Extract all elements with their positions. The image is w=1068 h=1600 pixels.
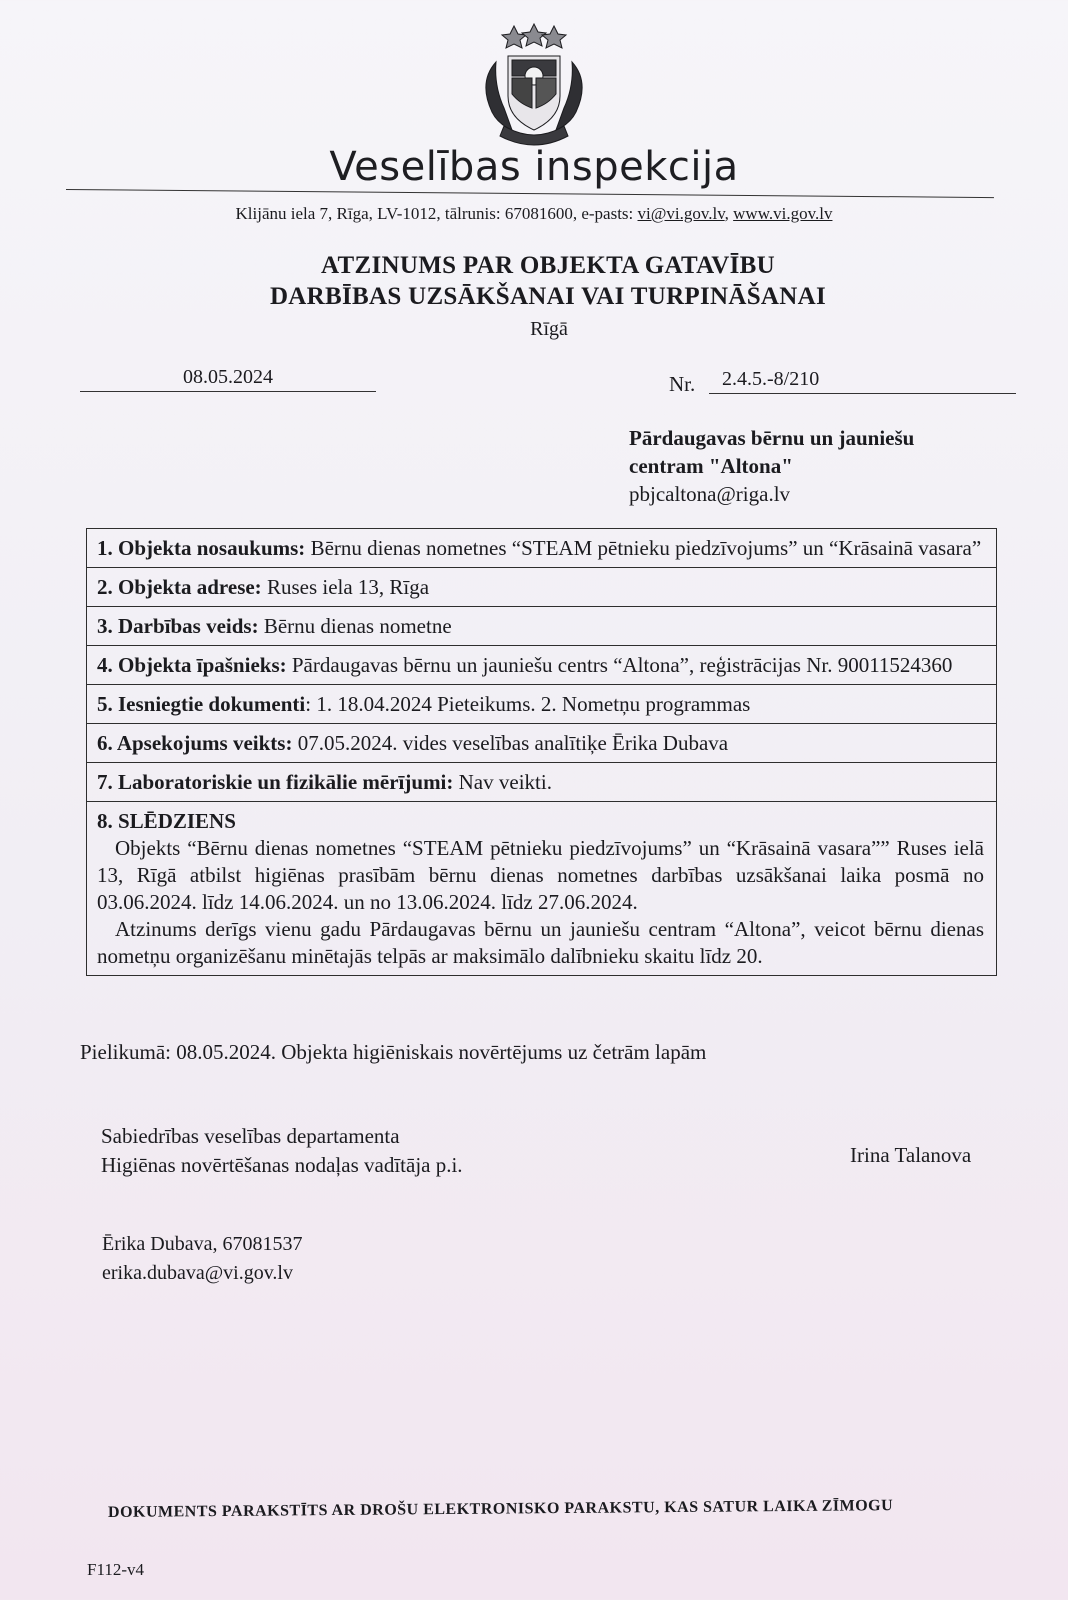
conclusion-paragraph-2: Atzinums derīgs vienu gadu Pārdaugavas bērnu un jauniešu centram “Altona”, veicot bērnu dienas nometņu organizēšanu minētajās telpās ar maksimālo dalībnieku skaitu līdz 20. (97, 917, 984, 968)
table-cell (87, 568, 997, 607)
addressee-email[interactable]: pbjcaltona@riga.lv (629, 482, 791, 506)
table-row (87, 607, 997, 646)
coat-of-arms-emblem (470, 22, 598, 152)
table-row (87, 685, 997, 724)
row-label: 3. Darbības veids: (97, 614, 259, 638)
contacts-text: Klijānu iela 7, Rīga, LV-1012, tālrunis: 67081600, e-pasts: (235, 204, 638, 223)
row-value: 07.05.2024. vides veselības analītiķe Ērika Dubava (292, 731, 729, 755)
e-signature-note: DOKUMENTS PARAKSTĪTS AR DROŠU ELEKTRONISKO PARAKSTU, KAS SATUR LAIKA ZĪMOGU (107, 1497, 894, 1521)
website-link[interactable]: www.vi.gov.lv (733, 204, 833, 223)
row-label: 2. Objekta adrese: (97, 575, 262, 599)
contact-person (102, 1230, 303, 1288)
email-link[interactable]: vi@vi.gov.lv (637, 204, 725, 223)
header-contacts (0, 204, 1068, 224)
signatory-title: Higiēnas novērtēšanas nodaļas vadītāja p.i. (101, 1153, 463, 1177)
row-value: Pārdaugavas bērnu un jauniešu centrs “Altona”, reģistrācijas Nr. 90011524360 (286, 653, 953, 677)
row-value: : 1. 18.04.2024 Pieteikums. 2. Nometņu programmas (305, 692, 751, 716)
contact-person-email[interactable]: erika.dubava@vi.gov.lv (102, 1262, 293, 1284)
table-cell (87, 763, 997, 802)
conclusion-row (87, 802, 997, 976)
title-line-1: ATZINUMS PAR OBJEKTA GATAVĪBU (321, 252, 775, 279)
conclusion-cell (87, 802, 997, 976)
row-label: 1. Objekta nosaukums: (97, 536, 306, 560)
document-date: 08.05.2024 (80, 366, 376, 392)
signatory-department: Sabiedrības veselības departamenta (101, 1124, 400, 1148)
table-cell (87, 646, 997, 685)
conclusion-paragraph-1: Objekts “Bērnu dienas nometnes “STEAM pētnieku piedzīvojums” un “Krāsainā vasara”” Ruses ielā 13, Rīgā atbilst higiēnas prasībām bērnu dienas nometnes darbības uzsākšanai laika posmā no 03.06.2024. līdz 14.06.2024. un no 13.06.2024. līdz 27.06.2024. (97, 836, 984, 914)
table-row (87, 763, 997, 802)
header-rule (66, 189, 994, 198)
table-row (87, 529, 997, 568)
row-value: Bērnu dienas nometne (258, 614, 452, 638)
document-place: Rīgā (530, 318, 568, 340)
addressee-block (629, 424, 914, 508)
number-label: Nr. (669, 372, 696, 396)
title-line-2: DARBĪBAS UZSĀKŠANAI VAI TURPINĀŠANAI (269, 283, 827, 310)
signatory-position (101, 1122, 463, 1180)
row-label: 5. Iesniegtie dokumenti (97, 692, 306, 716)
contact-person-name-phone: Ērika Dubava, 67081537 (102, 1233, 303, 1255)
organization-name: Veselības inspekcija (329, 144, 739, 190)
table-cell (87, 607, 997, 646)
table-row (87, 568, 997, 607)
document-title (0, 250, 1068, 312)
contacts-separator: , (724, 204, 734, 223)
table-cell (87, 724, 997, 763)
addressee-name-line-1: Pārdaugavas bērnu un jauniešu (629, 426, 915, 450)
row-value: Ruses iela 13, Rīga (261, 575, 430, 599)
signatory-name: Irina Talanova (850, 1143, 972, 1167)
table-cell (87, 685, 997, 724)
row-value: Bērnu dienas nometnes “STEAM pētnieku piedzīvojums” un “Krāsainā vasara” (305, 536, 982, 560)
row-value: Nav veikti. (453, 770, 552, 794)
row-label: 6. Apsekojums veikts: (97, 731, 293, 755)
table-cell (87, 529, 997, 568)
row-label: 4. Objekta īpašnieks: (97, 653, 287, 677)
conclusion-title: 8. SLĒDZIENS (97, 809, 236, 833)
addressee-name-line-2: centram "Altona" (629, 454, 793, 478)
table-row (87, 724, 997, 763)
table-row (87, 646, 997, 685)
attachment-note: Pielikumā: 08.05.2024. Objekta higiēniskais novērtējums uz četrām lapām (80, 1040, 707, 1064)
row-label: 7. Laboratoriskie un fizikālie mērījumi: (97, 770, 454, 794)
form-code: F112-v4 (87, 1560, 144, 1579)
document-number: 2.4.5.-8/210 (709, 368, 1016, 394)
info-table (86, 528, 997, 976)
